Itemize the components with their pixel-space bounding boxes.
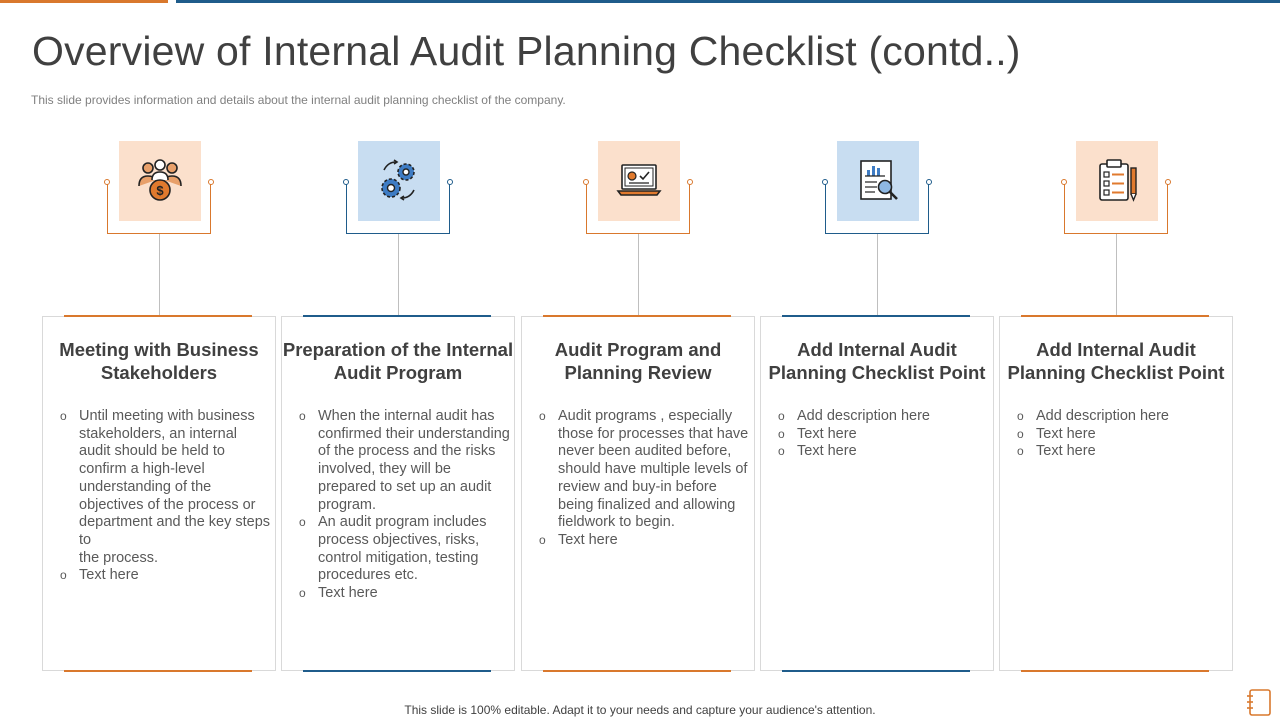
column-4	[760, 0, 994, 720]
checklist-card	[760, 316, 994, 671]
bullet-item: o Audit programs , especially those for processes that have never been audited before, should have multiple levels of review and buy-in before being finalized and allowing fieldwork to begin.	[539, 408, 751, 532]
bullet-item: o Text here	[778, 443, 990, 461]
icon-tile	[837, 141, 919, 221]
card-title: Add Internal Audit Planning Checklist Point	[1007, 339, 1225, 383]
connector-dot	[447, 179, 453, 185]
bullet-item: o When the internal audit has confirmed their understanding of the process and the risks involved, they will be prepared to set up an audit program.	[299, 408, 511, 514]
bullet-list	[539, 408, 751, 550]
notebook-icon	[1244, 687, 1274, 717]
checklist-card	[281, 316, 515, 671]
bullet-item: o Text here	[1017, 426, 1229, 444]
connector-dot	[822, 179, 828, 185]
card-accent-top	[64, 315, 252, 317]
slide-subtitle: This slide provides information and details about the internal audit planning checklist of the company.	[31, 93, 566, 107]
bullet-list	[778, 408, 990, 461]
bullet-item: o Add description here	[778, 408, 990, 426]
connector-dot	[104, 179, 110, 185]
svg-text:$: $	[156, 183, 164, 198]
connector-stem	[877, 234, 878, 316]
report-magnifier-icon	[853, 156, 903, 206]
card-title: Audit Program and Planning Review	[554, 339, 722, 383]
connector-stem	[1116, 234, 1117, 316]
laptop-review-icon	[614, 156, 664, 206]
connector-dot	[1061, 179, 1067, 185]
card-accent-top	[1021, 315, 1209, 317]
bullet-item: o An audit program includes process objectives, risks, control mitigation, testing procedures etc.	[299, 514, 511, 585]
connector-dot	[926, 179, 932, 185]
card-accent-bottom	[64, 670, 252, 672]
connector-stem	[398, 234, 399, 316]
icon-tile	[119, 141, 201, 221]
icon-tile	[598, 141, 680, 221]
card-accent-bottom	[543, 670, 731, 672]
connector-stem	[159, 234, 160, 316]
bullet-item: o Add description here	[1017, 408, 1229, 426]
connector-dot	[583, 179, 589, 185]
stakeholders-money-icon	[135, 156, 185, 206]
card-title: Meeting with Business Stakeholders	[59, 339, 259, 383]
bullet-list	[299, 408, 511, 603]
card-accent-bottom	[1021, 670, 1209, 672]
slide-footer: This slide is 100% editable. Adapt it to your needs and capture your audience's attention.	[404, 703, 876, 717]
bullet-list	[1017, 408, 1229, 461]
slide-title: Overview of Internal Audit Planning Checklist (contd..)	[32, 28, 1021, 74]
bullet-item: o Text here	[778, 426, 990, 444]
bullet-item: o Text here	[539, 532, 751, 550]
column-1	[42, 0, 276, 720]
card-accent-top	[543, 315, 731, 317]
connector-dot	[343, 179, 349, 185]
bullet-item: o Text here	[1017, 443, 1229, 461]
column-5	[999, 0, 1233, 720]
card-title: Preparation of the Internal Audit Program	[282, 339, 514, 383]
icon-tile	[1076, 141, 1158, 221]
connector-dot	[1165, 179, 1171, 185]
checklist-card	[42, 316, 276, 671]
card-accent-bottom	[303, 670, 491, 672]
checklist-card	[521, 316, 755, 671]
icon-tile	[358, 141, 440, 221]
connector-dot	[208, 179, 214, 185]
bullet-item: o Until meeting with business stakeholders, an internal audit should be held to confirm a high-level understanding of the objectives of the process or department and the key steps to the process.	[60, 408, 272, 567]
bullet-item: o Text here	[299, 585, 511, 603]
connector-stem	[638, 234, 639, 316]
gears-cycle-icon	[374, 156, 424, 206]
column-2	[281, 0, 515, 720]
clipboard-checklist-icon	[1092, 156, 1142, 206]
card-accent-top	[782, 315, 970, 317]
bullet-item: o Text here	[60, 567, 272, 585]
card-title: Add Internal Audit Planning Checklist Point	[768, 339, 986, 383]
bullet-list	[60, 408, 272, 585]
card-accent-bottom	[782, 670, 970, 672]
checklist-card	[999, 316, 1233, 671]
card-accent-top	[303, 315, 491, 317]
column-3	[521, 0, 755, 720]
connector-dot	[687, 179, 693, 185]
